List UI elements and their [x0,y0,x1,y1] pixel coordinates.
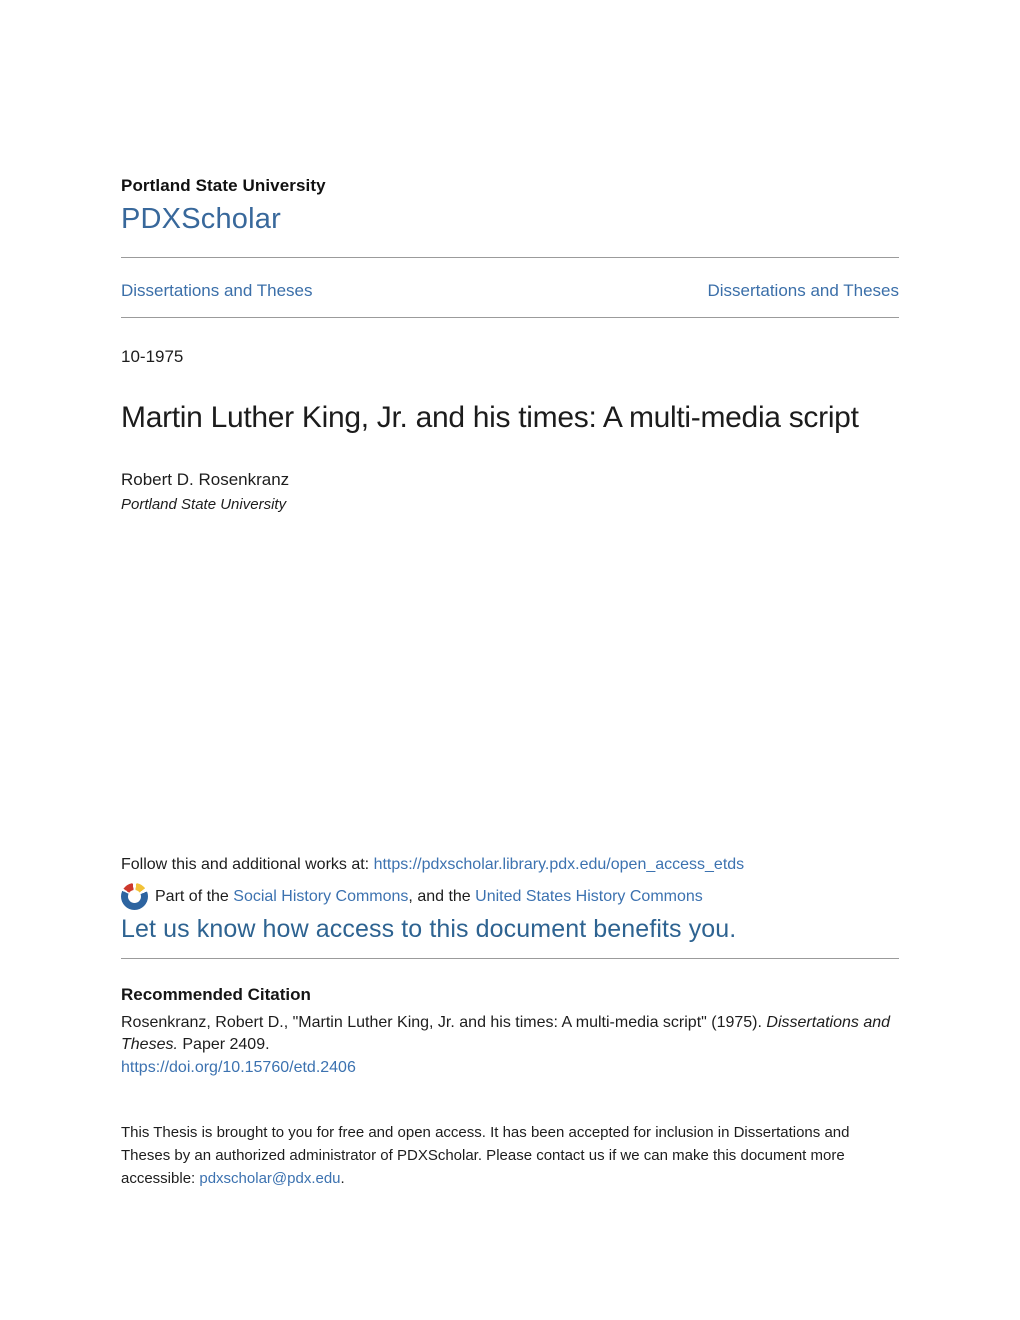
recommended-citation-heading: Recommended Citation [121,985,311,1004]
series-link-right[interactable]: Dissertations and Theses [707,281,899,300]
citation-paper-number: Paper 2409. [177,1036,270,1053]
citation-text [121,1012,899,1056]
pdxscholar-wordmark: PDXScholar [121,203,281,235]
series-link-left[interactable]: Dissertations and Theses [121,281,313,300]
part-of-text [155,888,703,906]
part-of-prefix: Part of the [155,887,234,905]
citation-regular: Rosenkranz, Robert D., "Martin Luther King, Jr. and his times: A multi-media script" (1975). [121,1014,767,1031]
page-content [121,0,899,1190]
access-statement [121,1121,899,1190]
header-divider [121,257,899,258]
series-navigation [121,281,899,301]
series-divider [121,317,899,318]
commons-line [121,883,899,910]
digital-commons-network-icon [121,883,148,910]
united-states-history-commons-link[interactable]: United States History Commons [475,887,703,905]
publication-date: 10-1975 [121,347,184,366]
access-statement-text: This Thesis is brought to you for free and open access. It has been accepted for inclusion in Dissertations and Theses by an authorized administrator of PDXScholar. Please contact us if we can make this document more accessible: [121,1124,850,1187]
author-name: Robert D. Rosenkranz [121,470,290,489]
citation-series-italic: Dissertations and Theses. [121,1014,891,1053]
access-statement-period: . [340,1170,345,1187]
citation-divider [121,958,899,959]
document-title: Martin Luther King, Jr. and his times: A multi-media script [121,401,859,434]
social-history-commons-link[interactable]: Social History Commons [233,887,409,905]
benefits-survey-link[interactable]: Let us know how access to this document benefits you. [121,915,737,943]
contact-email-link[interactable]: pdxscholar@pdx.edu [199,1170,341,1187]
open-access-etds-link[interactable]: https://pdxscholar.library.pdx.edu/open_access_etds [373,856,745,873]
institution-name: Portland State University [121,176,326,195]
doi-link[interactable]: https://doi.org/10.15760/etd.2406 [121,1059,356,1076]
author-affiliation: Portland State University [121,496,287,513]
follow-works-label: Follow this and additional works at: [121,856,374,873]
part-of-middle: , and the [408,887,476,905]
follow-works-line [121,856,899,874]
